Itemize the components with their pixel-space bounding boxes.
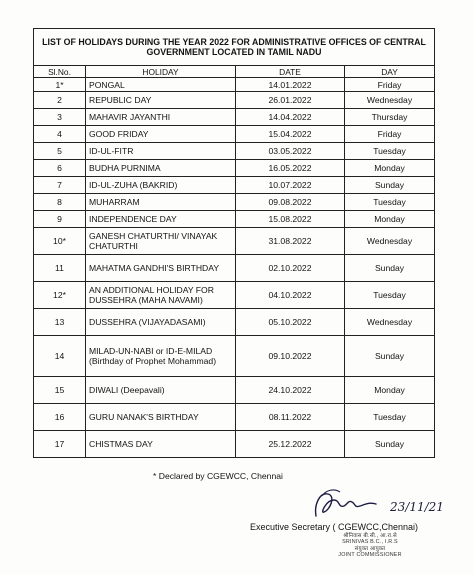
row-slno: 5 xyxy=(34,143,86,160)
table-row xyxy=(34,126,435,143)
table-row xyxy=(34,92,435,109)
signature-block xyxy=(250,486,450,571)
row-day: Thursday xyxy=(345,109,435,126)
row-holiday: PONGAL xyxy=(86,78,236,92)
row-day: Sunday xyxy=(345,255,435,282)
row-day: Monday xyxy=(345,211,435,228)
table-row xyxy=(34,194,435,211)
table-row xyxy=(34,143,435,160)
column-header-date: DATE xyxy=(236,66,345,78)
table-row xyxy=(34,228,435,255)
stamp-line: श्रीनिवास बी.सी., आ.रा.से xyxy=(343,533,397,539)
row-date: 15.08.2022 xyxy=(236,211,345,228)
row-slno: 4 xyxy=(34,126,86,143)
stamp-line: संयुक्त आयुक्त xyxy=(354,545,386,552)
row-slno: 12* xyxy=(34,282,86,309)
table-row xyxy=(34,404,435,431)
document-title: LIST OF HOLIDAYS DURING THE YEAR 2022 FOR ADMINISTRATIVE OFFICES OF CENTRAL GOVERNMENT LOCATED IN TAMIL NADU xyxy=(34,29,435,66)
row-holiday: CHISTMAS DAY xyxy=(86,431,236,458)
row-slno: 13 xyxy=(34,309,86,336)
row-date: 08.11.2022 xyxy=(236,404,345,431)
row-date: 15.04.2022 xyxy=(236,126,345,143)
row-day: Sunday xyxy=(345,336,435,377)
row-holiday: MILAD-UN-NABI or ID-E-MILAD (Birthday of Prophet Mohammad) xyxy=(86,336,236,377)
row-day: Wednesday xyxy=(345,228,435,255)
row-day: Sunday xyxy=(345,177,435,194)
row-day: Friday xyxy=(345,126,435,143)
row-date: 05.10.2022 xyxy=(236,309,345,336)
stamp-line: JOINT COMMISSIONER xyxy=(338,551,402,558)
row-date: 14.04.2022 xyxy=(236,109,345,126)
column-header-day: DAY xyxy=(345,66,435,78)
row-holiday: AN ADDITIONAL HOLIDAY FOR DUSSEHRA (MAHA NAVAMI) xyxy=(86,282,236,309)
row-holiday: ID-UL-FITR xyxy=(86,143,236,160)
row-date: 14.01.2022 xyxy=(236,78,345,92)
table-row xyxy=(34,160,435,177)
row-slno: 7 xyxy=(34,177,86,194)
row-day: Wednesday xyxy=(345,92,435,109)
row-holiday: INDEPENDENCE DAY xyxy=(86,211,236,228)
signature-image xyxy=(310,486,390,522)
row-holiday: DUSSEHRA (VIJAYADASAMI) xyxy=(86,309,236,336)
table-row xyxy=(34,431,435,458)
row-slno: 17 xyxy=(34,431,86,458)
row-date: 16.05.2022 xyxy=(236,160,345,177)
row-slno: 2 xyxy=(34,92,86,109)
row-slno: 1* xyxy=(34,78,86,92)
row-holiday: MAHAVIR JAYANTHI xyxy=(86,109,236,126)
signatory-role: Executive Secretary ( CGEWCC,Chennai) xyxy=(250,522,419,532)
row-slno: 3 xyxy=(34,109,86,126)
row-slno: 15 xyxy=(34,377,86,404)
table-row xyxy=(34,211,435,228)
row-day: Wednesday xyxy=(345,309,435,336)
row-day: Tuesday xyxy=(345,282,435,309)
row-day: Sunday xyxy=(345,431,435,458)
row-date: 09.08.2022 xyxy=(236,194,345,211)
row-date: 25.12.2022 xyxy=(236,431,345,458)
row-slno: 16 xyxy=(34,404,86,431)
row-day: Monday xyxy=(345,160,435,177)
row-date: 26.01.2022 xyxy=(236,92,345,109)
column-header-holiday: HOLIDAY xyxy=(86,66,236,78)
table-row xyxy=(34,255,435,282)
row-holiday: DIWALI (Deepavali) xyxy=(86,377,236,404)
row-date: 31.08.2022 xyxy=(236,228,345,255)
stamp-line: SRINIVAS B.C., I.R.S xyxy=(342,539,398,546)
signature-date: 23/11/21 xyxy=(390,500,444,514)
table-row xyxy=(34,78,435,92)
row-slno: 9 xyxy=(34,211,86,228)
row-slno: 10* xyxy=(34,228,86,255)
row-date: 02.10.2022 xyxy=(236,255,345,282)
row-holiday: MUHARRAM xyxy=(86,194,236,211)
row-date: 04.10.2022 xyxy=(236,282,345,309)
row-slno: 8 xyxy=(34,194,86,211)
row-day: Monday xyxy=(345,377,435,404)
row-holiday: BUDHA PURNIMA xyxy=(86,160,236,177)
row-date: 24.10.2022 xyxy=(236,377,345,404)
table-row xyxy=(34,309,435,336)
table-row xyxy=(34,109,435,126)
table-row xyxy=(34,282,435,309)
row-holiday: GURU NANAK'S BIRTHDAY xyxy=(86,404,236,431)
row-day: Tuesday xyxy=(345,143,435,160)
row-holiday: MAHATMA GANDHI'S BIRTHDAY xyxy=(86,255,236,282)
row-slno: 14 xyxy=(34,336,86,377)
table-row xyxy=(34,177,435,194)
row-holiday: GANESH CHATURTHI/ VINAYAK CHATURTHI xyxy=(86,228,236,255)
table-row xyxy=(34,377,435,404)
table-row xyxy=(34,336,435,377)
row-slno: 11 xyxy=(34,255,86,282)
holiday-table xyxy=(33,28,435,458)
row-slno: 6 xyxy=(34,160,86,177)
table-header-row xyxy=(34,66,435,78)
row-day: Friday xyxy=(345,78,435,92)
row-day: Tuesday xyxy=(345,404,435,431)
row-holiday: GOOD FRIDAY xyxy=(86,126,236,143)
row-day: Tuesday xyxy=(345,194,435,211)
footnote: * Declared by CGEWCC, Chennai xyxy=(153,471,283,481)
row-holiday: REPUBLIC DAY xyxy=(86,92,236,109)
row-date: 09.10.2022 xyxy=(236,336,345,377)
row-date: 10.07.2022 xyxy=(236,177,345,194)
row-date: 03.05.2022 xyxy=(236,143,345,160)
row-holiday: ID-UL-ZUHA (BAKRID) xyxy=(86,177,236,194)
official-stamp xyxy=(310,533,430,558)
column-header-slno: Sl.No. xyxy=(34,66,86,78)
